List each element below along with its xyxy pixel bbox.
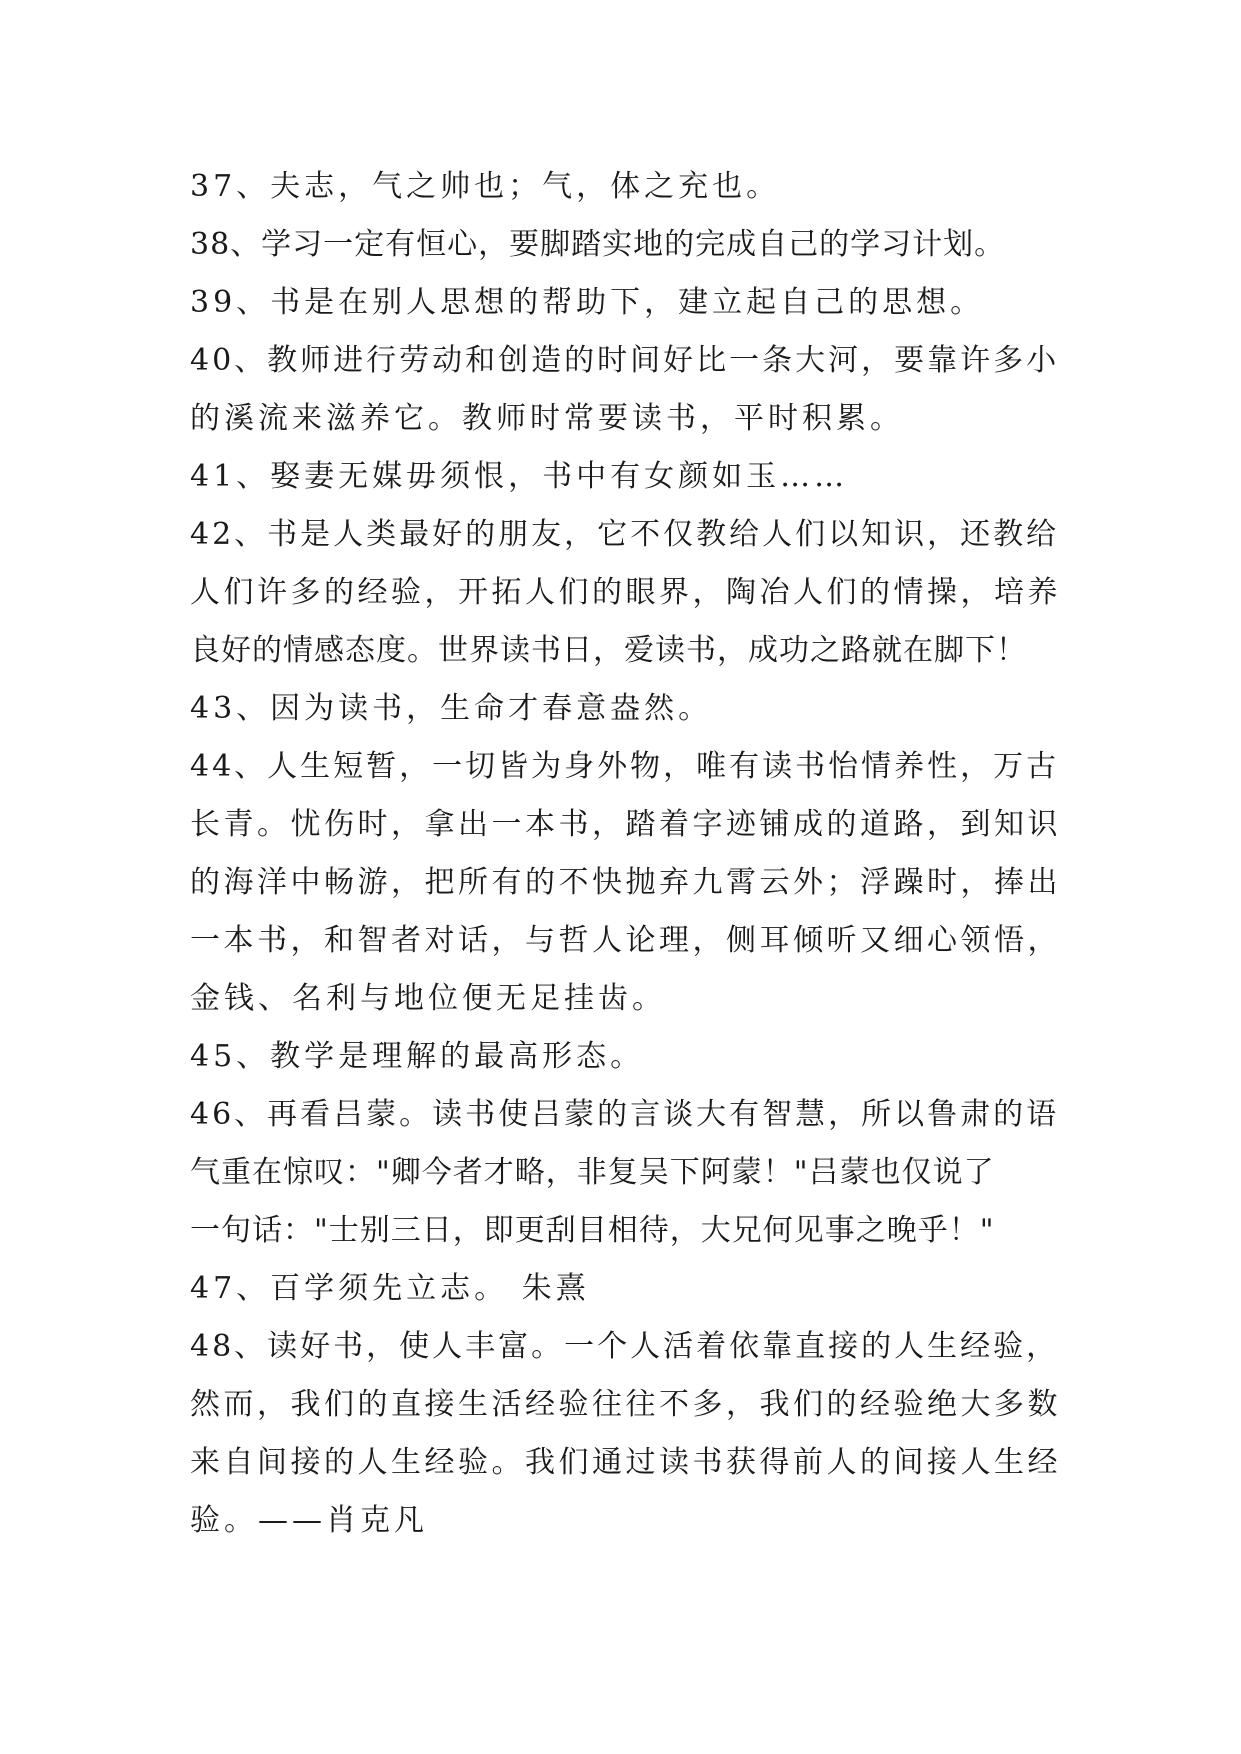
text-line: 一句话："士别三日，即更刮目相待，大兄何见事之晚乎！" <box>190 1213 995 1248</box>
text-line: 39、书是在别人思想的帮助下，建立起自己的思想。 <box>190 285 985 320</box>
text-line: 的海洋中畅游，把所有的不快抛弃九霄云外；浮躁时，捧出 <box>190 865 1061 900</box>
text-line: 44、人生短暂，一切皆为身外物，唯有读书怡情养性，万古 <box>190 749 1060 784</box>
text-line: 43、因为读书，生命才春意盎然。 <box>190 691 713 726</box>
text-line: 41、娶妻无媒毋须恨，书中有女颜如玉…… <box>190 459 849 494</box>
text-line: 40、教师进行劳动和创造的时间好比一条大河，要靠许多小 <box>190 343 1060 378</box>
text-line: 45、教学是理解的最高形态。 <box>190 1039 645 1074</box>
text-line: 48、读好书，使人丰富。一个人活着依靠直接的人生经验， <box>190 1329 1060 1364</box>
text-line: 良好的情感态度。世界读书日，爱读书，成功之路就在脚下！ <box>190 633 1027 668</box>
text-line: 来自间接的人生经验。我们通过读书获得前人的间接人生经 <box>190 1445 1061 1480</box>
text-line: 验。——肖克凡 <box>190 1503 428 1538</box>
text-line: 金钱、名利与地位便无足挂齿。 <box>190 981 666 1016</box>
text-line: 气重在惊叹："卿今者才略，非复吴下阿蒙！"吕蒙也仅说了 <box>190 1155 995 1190</box>
text-line: 42、书是人类最好的朋友，它不仅教给人们以知识，还教给 <box>190 517 1060 552</box>
text-line: 的溪流来滋养它。教师时常要读书，平时积累。 <box>190 401 904 436</box>
text-line: 然而，我们的直接生活经验往往不多，我们的经验绝大多数 <box>190 1387 1061 1422</box>
text-line: 一本书，和智者对话，与哲人论理，侧耳倾听又细心领悟， <box>190 923 1061 958</box>
text-line: 38、学习一定有恒心，要脚踏实地的完成自己的学习计划。 <box>190 227 1006 262</box>
text-line: 人们许多的经验，开拓人们的眼界，陶冶人们的情操，培养 <box>190 575 1061 610</box>
text-line: 长青。忧伤时，拿出一本书，踏着字迹铺成的道路，到知识 <box>190 807 1061 842</box>
text-line: 46、再看吕蒙。读书使吕蒙的言谈大有智慧，所以鲁肃的语 <box>190 1097 1060 1132</box>
text-line: 47、百学须先立志。 朱熹 <box>190 1271 590 1306</box>
document-page <box>190 158 1070 1550</box>
text-line: 37、夫志，气之帅也；气，体之充也。 <box>190 169 781 204</box>
